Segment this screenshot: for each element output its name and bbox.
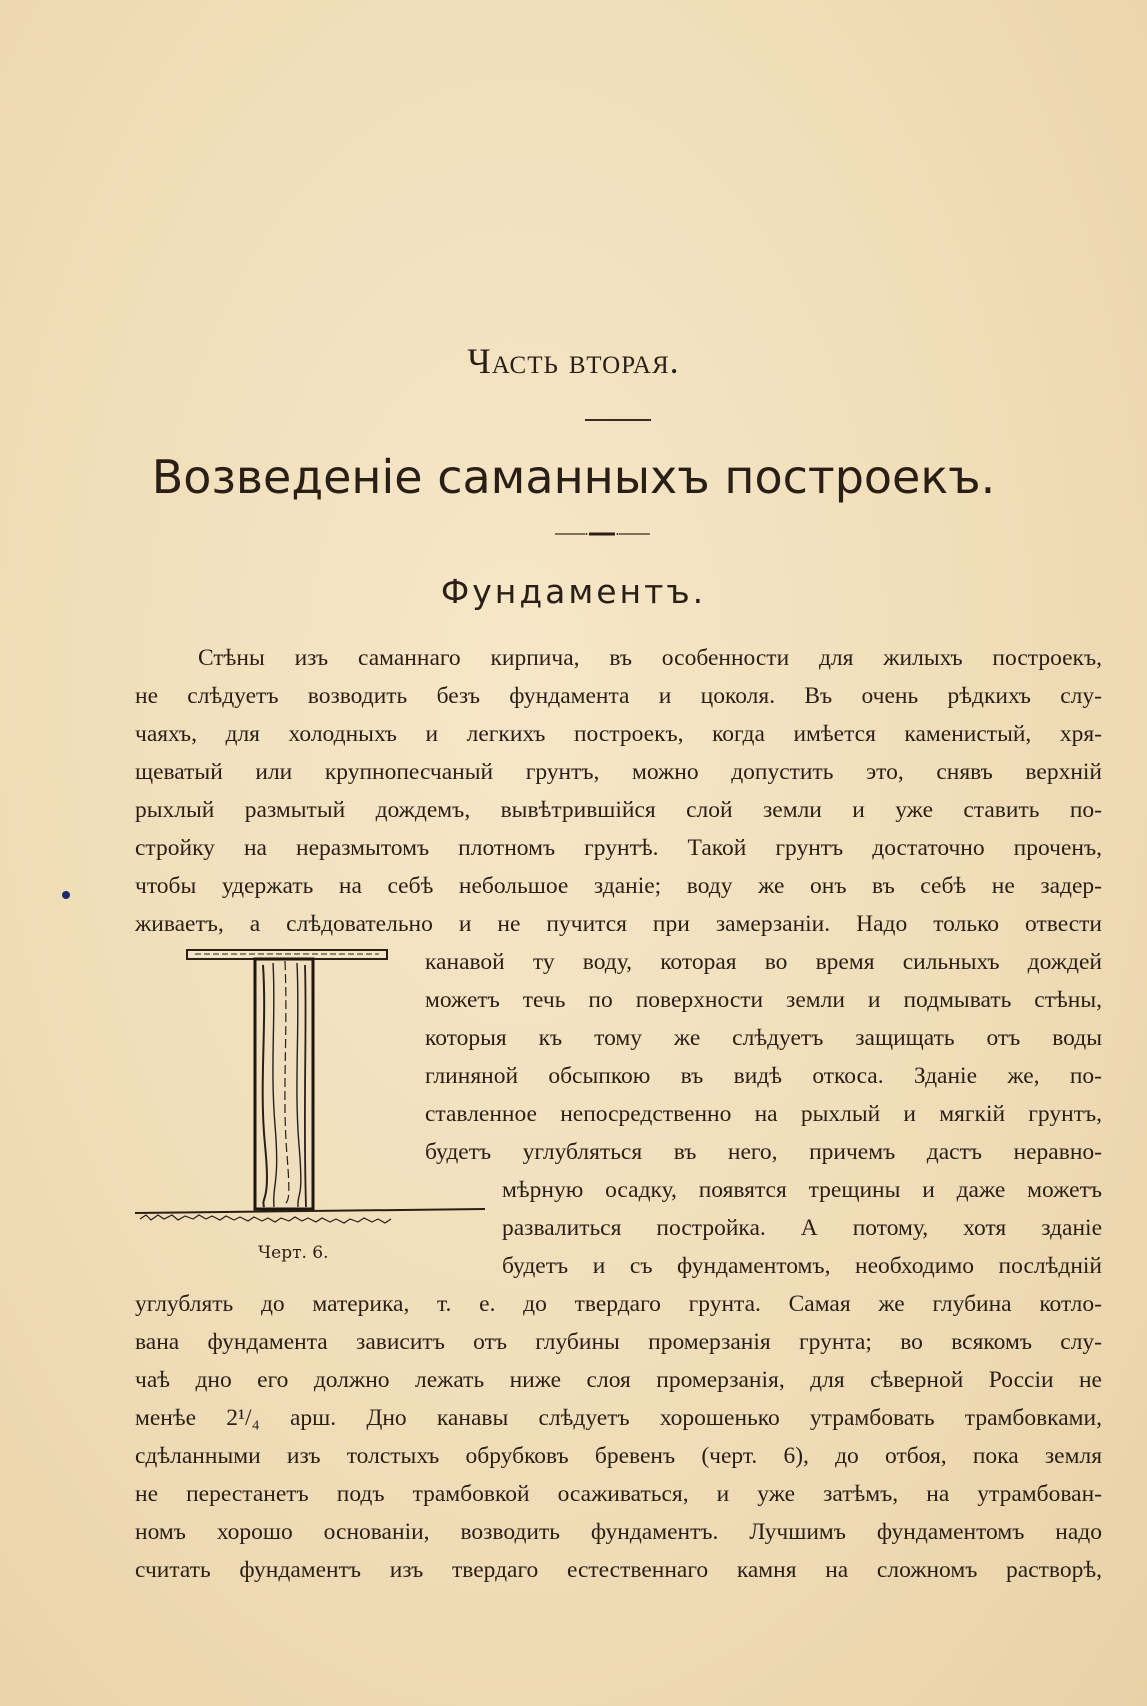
text-line: которыя къ тому же слѣдуетъ защищать отъ воды (425, 1025, 1102, 1051)
text-line: считать фундаментъ изъ твердаго естественнаго камня на сложномъ растворѣ, (135, 1557, 1102, 1583)
text-line: чтобы удержать на себѣ небольшое зданіе; воду же онъ въ себѣ не задер- (135, 873, 1102, 899)
section-title: Фундаментъ. (440, 572, 707, 611)
title-rule (585, 419, 651, 421)
text-line: не перестанетъ подъ трамбовкой осаживаться, и уже затѣмъ, на утрамбован- (135, 1481, 1102, 1507)
figure-caption: Черт. 6. (258, 1243, 329, 1263)
text-line: чаяхъ, для холодныхъ и легкихъ построекъ, когда имѣется каменистый, хря- (135, 721, 1102, 747)
text-line: глиняной обсыпкою въ видѣ откоса. Зданіе же, по- (425, 1063, 1102, 1089)
text-line: будетъ и съ фундаментомъ, необходимо послѣдній (502, 1253, 1102, 1279)
text-line: стройку на неразмытомъ плотномъ грунтѣ. Такой грунтъ достаточно проченъ, (135, 835, 1102, 861)
text-line: развалиться постройка. А потому, хотя зданіе (502, 1215, 1102, 1241)
text-line: живаетъ, а слѣдовательно и не пучится при замерзаніи. Надо только отвести (135, 911, 1102, 937)
text-line: канавой ту воду, которая во время сильныхъ дождей (425, 949, 1102, 975)
chapter-title: Возведеніе саманныхъ построекъ. (151, 450, 996, 504)
text-line: ставленное непосредственно на рыхлый и мягкій грунтъ, (425, 1101, 1102, 1127)
text-line: щеватый или крупнопесчаный грунтъ, можно допустить это, снявъ верхній (135, 759, 1102, 785)
text-line: не слѣдуетъ возводить безъ фундамента и цоколя. Въ очень рѣдкихъ слу- (135, 683, 1102, 709)
text-line: Стѣны изъ саманнаго кирпича, въ особенности для жилыхъ построекъ, (198, 645, 1102, 671)
ornament-divider (555, 531, 650, 537)
text-line: чаѣ дно его должно лежать ниже слоя промерзанія, для сѣверной Россіи не (135, 1367, 1102, 1393)
text-line: мѣрную осадку, появятся трещины и даже можетъ (502, 1177, 1102, 1203)
text-line: вана фундамента зависитъ отъ глубины промерзанія грунта; во всякомъ слу- (135, 1329, 1102, 1355)
tamper-illustration (135, 945, 485, 1235)
text-line: можетъ течь по поверхности земли и подмывать стѣны, (425, 987, 1102, 1013)
text-line: номъ хорошо основаніи, возводить фундаментъ. Лучшимъ фундаментомъ надо (135, 1519, 1102, 1545)
text-line: будетъ углубляться въ него, причемъ дастъ неравно- (425, 1139, 1102, 1165)
ink-spot (62, 891, 70, 899)
text-line: менѣе 2¹/₄ арш. Дно канавы слѣдуетъ хорошенько утрамбовать трамбовками, (135, 1405, 1102, 1431)
text-line: углублять до материка, т. е. до твердаго грунта. Самая же глубина котло- (135, 1291, 1102, 1317)
text-line: сдѣланными изъ толстыхъ обрубковъ бревенъ (черт. 6), до отбоя, пока земля (135, 1443, 1102, 1469)
part-title: Часть вторая. (467, 341, 680, 381)
text-line: рыхлый размытый дождемъ, вывѣтрившійся слой земли и уже ставить по- (135, 797, 1102, 823)
